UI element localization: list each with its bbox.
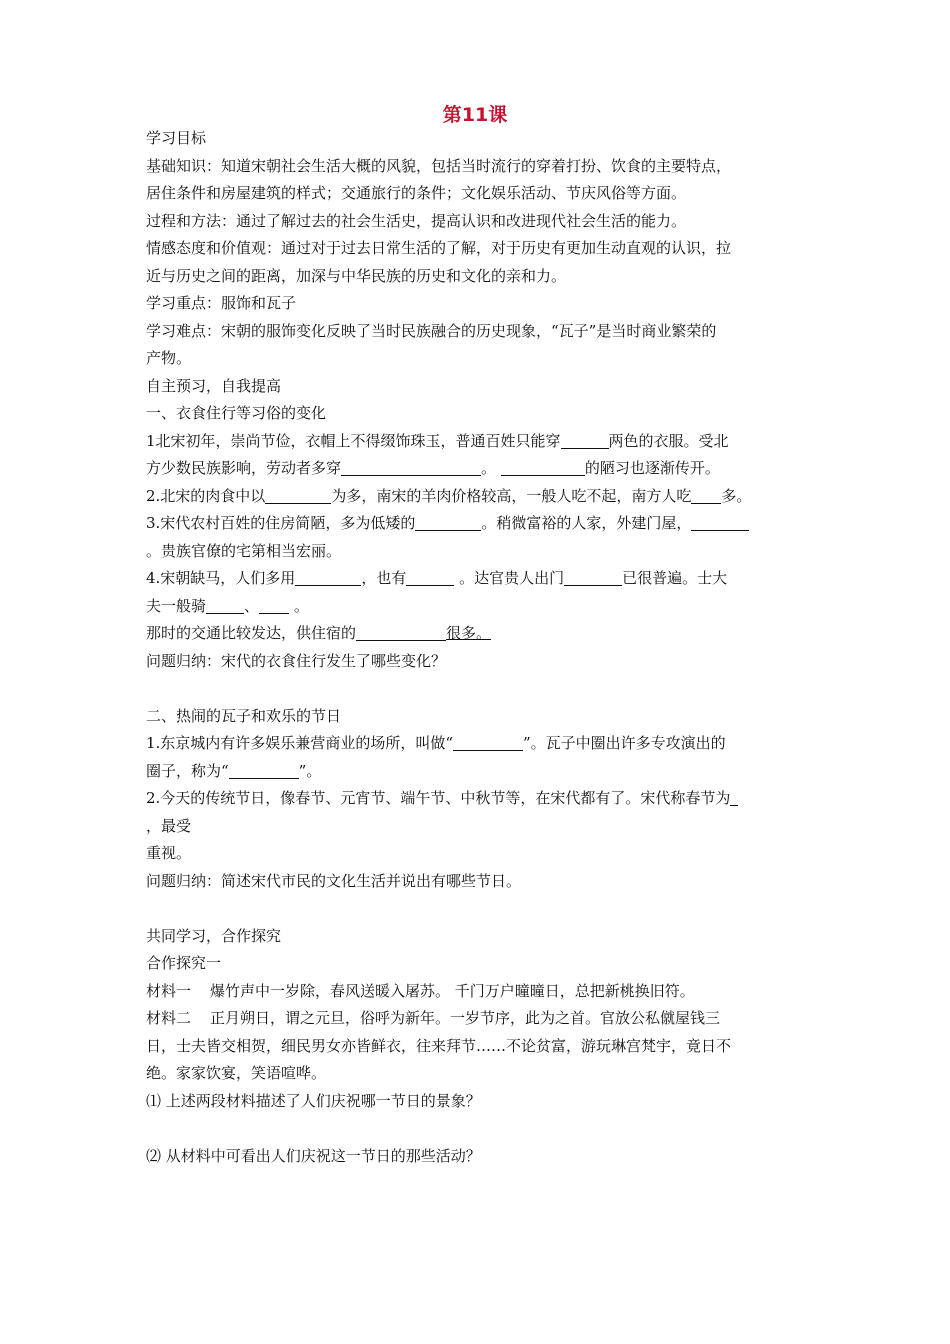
answer-blank[interactable]	[265, 487, 331, 504]
answer-blank[interactable]	[356, 624, 446, 641]
question-6	[146, 785, 810, 813]
question-6-cont: ，最受	[146, 816, 192, 835]
question-text: ”。瓦子中圈出许多专攻演出的	[522, 734, 726, 752]
text-line: 学习重点：服饰和瓦子	[146, 294, 297, 312]
question-text: 两色的衣服。受北	[608, 431, 729, 450]
answer-blank[interactable]	[341, 459, 481, 476]
question-text: ”。	[298, 761, 322, 780]
answer-blank[interactable]	[501, 459, 585, 476]
question-b: ⑵ 从材料中可看出人们庆祝这一节日的那些活动？	[146, 1146, 481, 1165]
material-2-cont2: 绝。家家饮宴，笑语喧哗。	[146, 1064, 327, 1082]
question-text: 3.宋代农村百姓的住房简陋，多为低矮的	[146, 514, 416, 532]
question-4-cont2	[146, 620, 810, 648]
answer-blank[interactable]	[206, 597, 244, 614]
answer-blank[interactable]	[229, 762, 299, 779]
answer-blank[interactable]	[259, 597, 289, 614]
question-text: 、	[244, 596, 260, 615]
material-text: 正月朔日，谓之元旦，俗呼为新年。一岁节序，此为之首。官放公私僦屋钱三	[210, 1009, 721, 1027]
question-3	[146, 510, 810, 538]
question-2	[146, 483, 810, 511]
question-text: 1.东京城内有许多娱乐兼营商业的场所，叫做“	[146, 734, 453, 752]
text-line: 产物。	[146, 349, 192, 367]
question-1-cont	[146, 455, 810, 483]
text-line: 学习难点：宋朝的服饰变化反映了当时民族融合的历史现象，“瓦子”是当时商业繁荣的	[146, 321, 717, 340]
question-6-cont2: 重视。	[146, 844, 192, 862]
answer-blank[interactable]	[406, 569, 454, 586]
question-text: 。达官贵人出门	[459, 569, 565, 587]
question-text: 方少数民族影响，劳动者多穿	[146, 459, 342, 477]
section-heading: 一、衣食住行等习俗的变化	[146, 404, 327, 422]
question-text: 的陋习也逐渐传开。	[584, 459, 720, 477]
summary-question: 问题归纳：简述宋代市民的文化生活并说出有哪些节日。	[146, 871, 522, 890]
section-heading: 学习目标	[146, 129, 207, 147]
text-line: 情感态度和价值观：通过对于过去日常生活的了解，对于历史有更加生动直观的认识，拉	[146, 239, 732, 257]
question-text: 2.今天的传统节日，像春节、元宵节、端午节、中秋节等，在宋代都有了。宋代称春节为	[146, 789, 731, 807]
question-text: 1北宋初年，崇尚节俭，衣帽上不得缀饰珠玉，普通百姓只能穿	[146, 431, 561, 450]
section-heading: 共同学习，合作探究	[146, 926, 282, 945]
question-text: 4.宋朝缺马，人们多用	[146, 569, 296, 587]
question-3-cont: 。贵族官僚的宅第相当宏丽。	[146, 541, 342, 560]
question-text: 夫一般骑	[146, 596, 207, 615]
question-text: 很多。	[446, 624, 492, 642]
question-text: 。	[293, 596, 309, 615]
worksheet-content	[146, 125, 810, 1170]
material-label: 材料一	[146, 981, 192, 1000]
text-line: 基础知识：知道宋朝社会生活大概的风貌，包括当时流行的穿着打扮、饮食的主要特点，	[146, 156, 732, 175]
question-a: ⑴ 上述两段材料描述了人们庆祝哪一节日的景象？	[146, 1091, 481, 1110]
material-2-cont: 日，士夫皆交相贺，细民男女亦皆鲜衣，往来拜节……不论贫富，游玩琳宫梵宇，竟日不	[146, 1036, 732, 1055]
section-heading: 合作探究一	[146, 954, 222, 972]
question-text: 多。	[721, 486, 752, 505]
question-4	[146, 565, 810, 593]
material-1	[146, 978, 810, 1006]
question-text: ，也有	[361, 569, 407, 587]
answer-blank[interactable]	[691, 514, 749, 531]
question-5	[146, 730, 810, 758]
section-heading: 自主预习，自我提高	[146, 376, 282, 395]
text-line: 过程和方法：通过了解过去的社会生活史，提高认识和改进现代社会生活的能力。	[146, 211, 687, 230]
answer-blank[interactable]	[564, 569, 622, 586]
answer-blank[interactable]	[561, 432, 609, 449]
question-text: 2.北宋的肉食中以	[146, 486, 266, 505]
text-line: 居住条件和房屋建筑的样式；交通旅行的条件；文化娱乐活动、节庆风俗等方面。	[146, 184, 687, 202]
question-text: 为多，南宋的羊肉价格较高，一般人吃不起，南方人吃	[331, 486, 692, 505]
question-text: 那时的交通比较发达，供住宿的	[146, 624, 357, 642]
answer-blank[interactable]	[295, 569, 361, 586]
question-text: 。	[481, 459, 497, 477]
question-text: 已很普遍。士大	[622, 569, 728, 587]
question-5-cont	[146, 758, 810, 786]
text-line: 近与历史之间的距离，加深与中华民族的历史和文化的亲和力。	[146, 266, 567, 285]
answer-blank[interactable]	[453, 734, 523, 751]
material-2	[146, 1005, 810, 1033]
answer-blank[interactable]	[730, 789, 738, 806]
summary-question: 问题归纳：宋代的衣食住行发生了哪些变化？	[146, 651, 447, 670]
section-heading: 二、热闹的瓦子和欢乐的节日	[146, 706, 342, 725]
question-text: 。稍微富裕的人家，外建门屋，	[481, 514, 692, 532]
question-4-cont	[146, 593, 810, 621]
answer-blank[interactable]	[415, 514, 481, 531]
question-text: 圈子，称为“	[146, 761, 229, 780]
question-1	[146, 428, 810, 456]
material-label: 材料二	[146, 1009, 192, 1027]
answer-blank[interactable]	[691, 487, 721, 504]
lesson-title: 第11课	[442, 104, 508, 126]
material-text: 爆竹声中一岁除，春风送暖入屠苏。 千门万户曈曈日，总把新桃换旧符。	[210, 981, 695, 1000]
